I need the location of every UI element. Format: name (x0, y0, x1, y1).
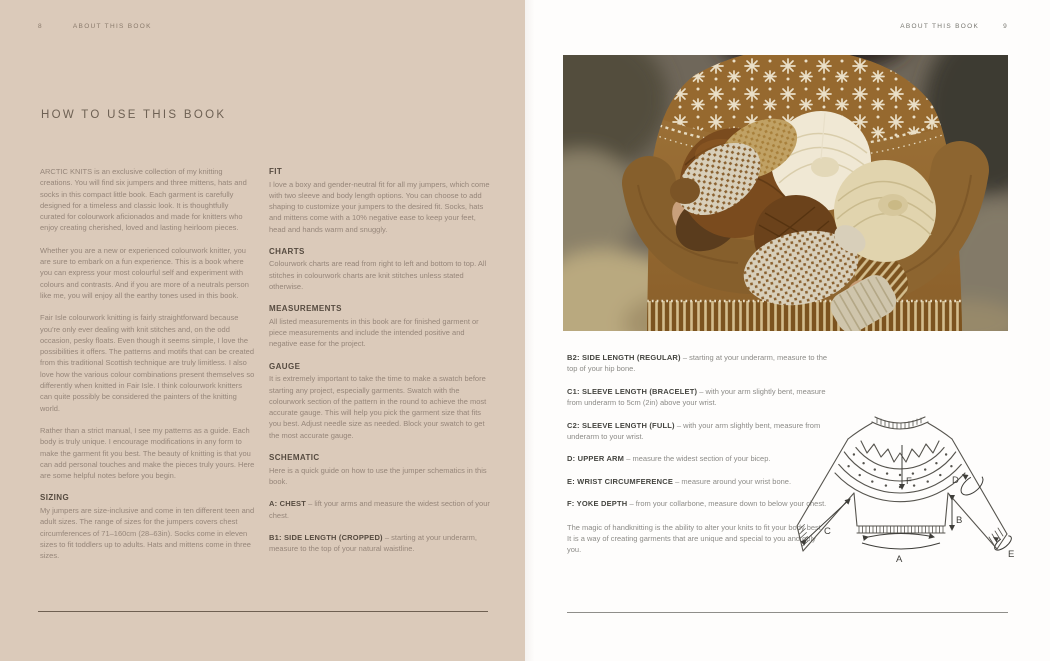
intro-paragraph: ARCTIC KNITS is an exclusive collection of my knitting creations. You will find six jumpers and three mittens, hats and socks in this compact little book. Each garment is carefully designed for a timeless and classic look. It is thoughtfully curated for colourwork aficionados and made for knitters who enjoy creating cherished, loved and lasting heirloom pieces. (40, 167, 247, 233)
measure-item-a (269, 498, 490, 521)
section-heading-fit: FIT (269, 167, 283, 176)
measure-item-label: B2: SIDE LENGTH (REGULAR) (567, 353, 681, 362)
schematic-label-b: B (956, 515, 963, 526)
right-book-page (525, 0, 1050, 661)
right-page-number: 9 (1003, 23, 1008, 30)
left-page-number: 8 (38, 23, 43, 30)
section-text-gauge: It is extremely important to take the time to make a swatch before starting any project, especially garments. Swatch with the colourwork section of the pattern in the round to achieve the most accurate gauge. This will help you pick the garment size that fits you best. Adjust needle size as needed. Block your swatch to get the most accurate gauge. (269, 374, 487, 440)
jumper-photo-illustration (563, 55, 1008, 331)
measure-item-c1 (567, 386, 831, 409)
measure-item-label: E: WRIST CIRCUMFERENCE (567, 476, 674, 486)
measure-item-label: C2: SLEEVE LENGTH (FULL) (567, 420, 675, 430)
section-text-measurements: All listed measurements in this book are for finished garment or piece measurements and include the intended positive and negative ease for the project. (269, 316, 479, 349)
right-page-header (900, 23, 1008, 30)
measure-item-e (567, 476, 831, 487)
measure-item-b2 (567, 352, 831, 375)
schematic-label-c: C (824, 526, 831, 537)
measure-item-text: – with your arm slightly bent, measure from underarm to 5cm (2in) above your wrist. (567, 386, 826, 408)
closing-paragraph: The magic of handknitting is the ability to alter your knits to fit your body best. It is a way of creating garments that are unique and special to you and only you. (567, 522, 823, 555)
section-text-fit: I love a boxy and gender-neutral fit for all my jumpers, which come with two sleeve and body length options. You can choose to add shaping to customize your jumpers to the desired fit. Socks, hats and mittens come with a 10% negative ease to keep your feet, head and hands warm and snuggly. (269, 179, 490, 234)
divider-rule-left (38, 611, 488, 612)
measure-item-label: C1: SLEEVE LENGTH (BRACELET) (567, 386, 698, 396)
measure-item-text: – starting at your underarm, measure to the top of your hip bone. (567, 353, 828, 374)
measure-item-c2 (567, 420, 831, 443)
section-text-sizing: My jumpers are size-inclusive and come in ten different teen and adult sizes. The range of sizes for the jumpers covers chest circumferences of 71–160cm (28–63in). Socks come in eleven sizes to fit toddlers up to adults. Hats and mittens come in three sizes. (40, 505, 255, 561)
measure-item-label: D: UPPER ARM (567, 454, 625, 464)
measure-item-text: – measure around your wrist bone. (675, 476, 792, 486)
measure-item-f (567, 498, 831, 509)
schematic-label-f: F (906, 476, 912, 487)
section-heading-charts: CHARTS (269, 246, 305, 256)
left-text-column (40, 166, 255, 572)
intro-paragraph: Whether you are a new or experienced colourwork knitter, you are sure to embark on a fun experience. This is a book where you can express your most colourful self and experiment with colours and contrasts. And if you are more of a neutrals person like me, you will enjoy all the earthy tones used in this book. (40, 245, 249, 300)
measure-item-b1 (269, 532, 490, 555)
section-heading-sizing: SIZING (40, 493, 70, 503)
measure-item-text: – from your collarbone, measure down to below your chest. (629, 499, 827, 509)
measure-item-label: F: YOKE DEPTH (567, 499, 628, 509)
schematic-label-a: A (896, 554, 903, 565)
right-running-header: ABOUT THIS BOOK (900, 23, 980, 30)
measure-item-d (567, 453, 831, 464)
jumper-schematic-drawing (795, 405, 1045, 590)
schematic-label-d: D (952, 475, 959, 486)
jumper-schematic (795, 405, 1045, 590)
measure-item-text: – starting at your underarm, measure to the top of your natural waistline. (269, 532, 477, 554)
left-page-header (38, 23, 152, 30)
section-heading-measurements: MEASUREMENTS (269, 304, 342, 314)
right-text-column (269, 166, 490, 572)
section-text-schematic: Here is a quick guide on how to use the jumper schematics in this book. (269, 465, 487, 486)
intro-paragraph: Rather than a strict manual, I see my patterns as a guide. Each body is truly unique. I encourage modifications in any form to make the garment fit you best. The beauty of knitting is that you can add personal touches and make the pieces truly yours. Here are some helpful notes before you begin. (40, 425, 255, 481)
section-heading-gauge: GAUGE (269, 361, 301, 371)
left-page-columns (40, 166, 490, 572)
section-text-charts: Colourwork charts are read from right to left and bottom to top. All stitches in colourwork charts are knit stitches unless stated otherwise. (269, 259, 487, 292)
intro-paragraph: Fair Isle colourwork knitting is fairly straightforward because you're only ever dealing with knit stitches and, on the odd occasion, pesky floats. Even though it seems simple, I love the possibilities it offers. The patterns and motifs that can be created from this traditional Scottish technique are truly limitless. I also love how the various colour combinations present themselves so differently when knitted in Fair Isle. I think colourwork knitters can quite possibly be considered the painters of the knitting world. (40, 313, 255, 413)
measure-item-text: – lift your arms and measure the widest section of your chest. (269, 499, 490, 520)
page-title: HOW TO USE THIS BOOK (41, 109, 227, 121)
measure-item-label: B1: SIDE LENGTH (CROPPED) (269, 532, 383, 542)
measure-item-label: A: CHEST (269, 499, 307, 509)
left-running-header: ABOUT THIS BOOK (72, 23, 152, 30)
measurement-guide (567, 352, 831, 556)
schematic-label-e: E (1008, 549, 1015, 560)
measure-item-text: – with your arm slightly bent, measure from underarm to your wrist. (567, 420, 821, 442)
divider-rule-right (567, 612, 1008, 613)
section-heading-schematic: SCHEMATIC (269, 453, 320, 463)
jumper-photo (563, 55, 1008, 331)
measure-item-text: – measure the widest section of your bicep. (626, 454, 771, 464)
